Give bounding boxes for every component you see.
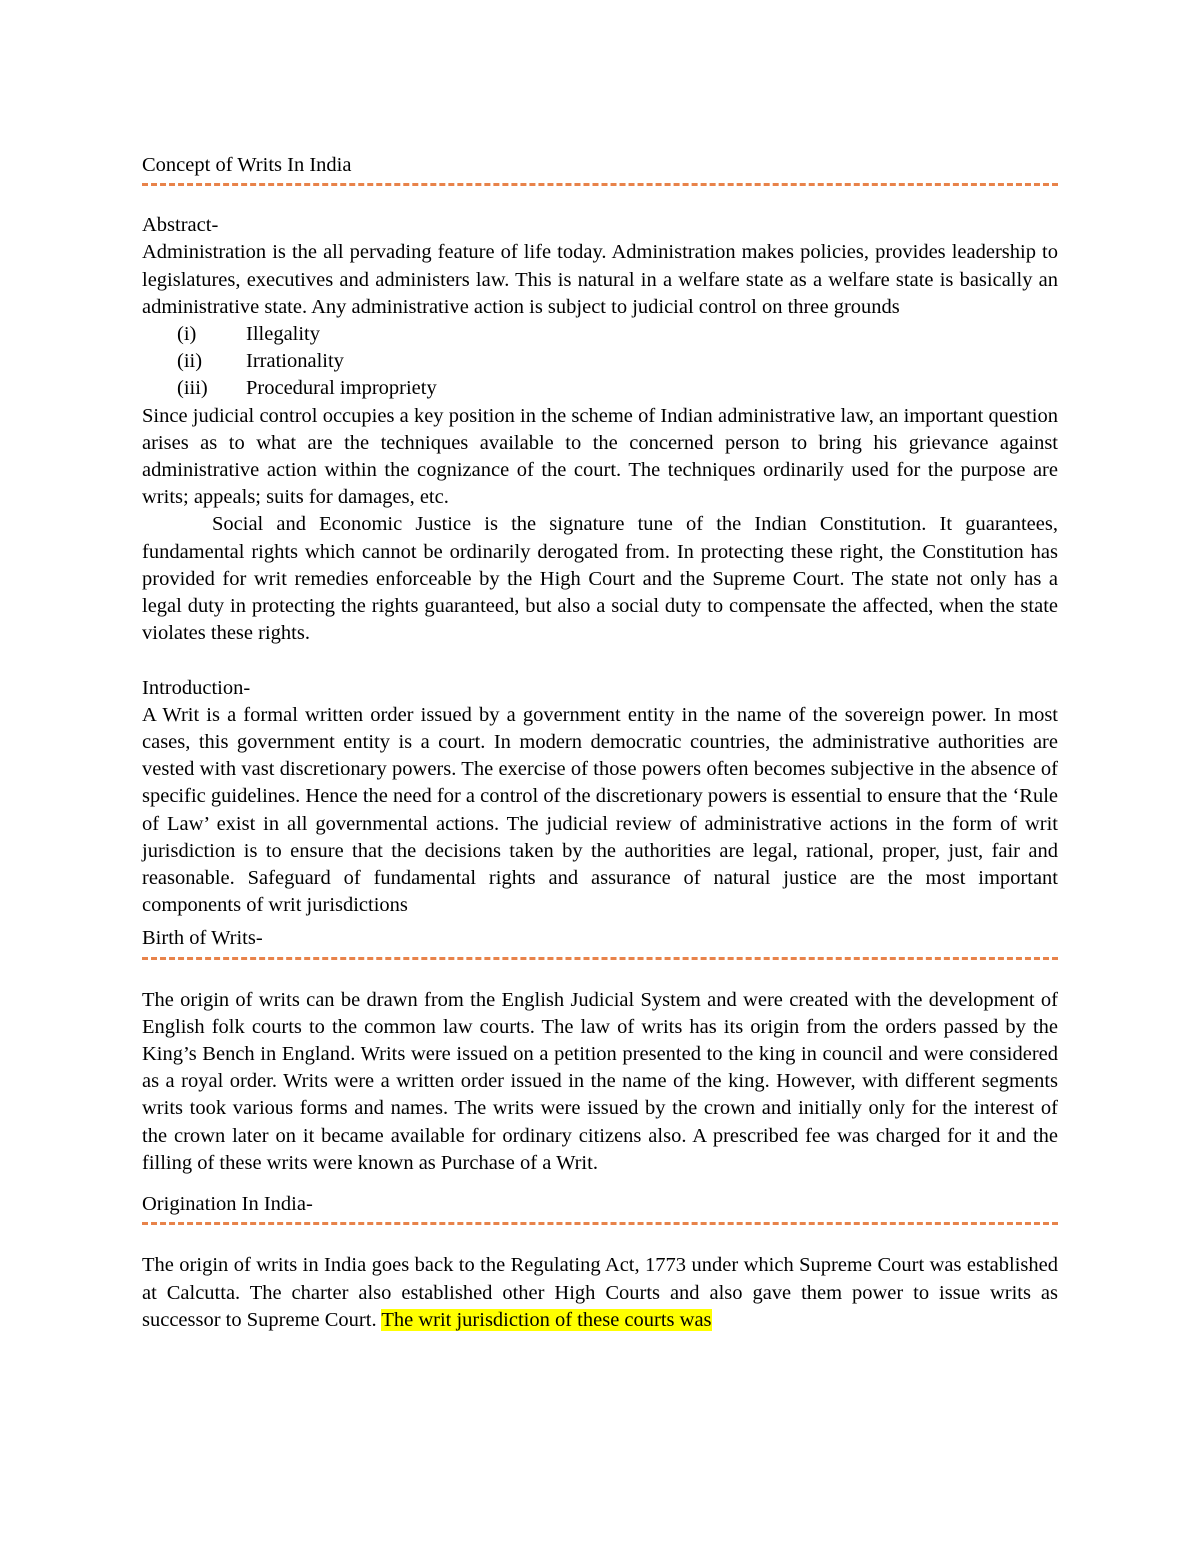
origination-section (142, 1191, 1058, 1334)
abstract-paragraph-2: Since judicial control occupies a key position in the scheme of Indian administrative law, an important question arises as to what are the techniques available to the concerned person to bring his grievance against administrative action within the cognizance of the court. The techniques ordinarily used for the purpose are writs; appeals; suits for damages, etc. (142, 404, 1058, 509)
title-rule (142, 183, 1058, 186)
birth-heading: Birth of Writs- (142, 927, 263, 950)
origination-text: The origin of writs in India goes back to the Regulating Act, 1773 under which Supreme Court was established at Calcutta. The charter also established other High Courts and also gave them power to issue writs as successor to Supreme Court. (142, 1254, 1058, 1331)
list-item-text: Illegality (246, 323, 321, 346)
abstract-section (142, 212, 1058, 647)
list-item (142, 375, 1058, 402)
origination-heading: Origination In India- (142, 1193, 313, 1216)
highlighted-text: The writ jurisdiction of these courts was (381, 1308, 712, 1331)
origination-rule (142, 1222, 1058, 1225)
introduction-paragraph: A Writ is a formal written order issued by a government entity in the name of the sovereign power. In most cases, this government entity is a court. In modern democratic countries, the administrative authorities are vested with vast discretionary powers. The exercise of those powers often becomes subjective in the absence of specific guidelines. Hence the need for a control of the discretionary powers is essential to ensure that the ‘Rule of Law’ exist in all governmental actions. The judicial review of administrative actions in the form of writ jurisdiction is to ensure that the decisions taken by the authorities are legal, rational, proper, just, fair and reasonable. Safeguard of fundamental rights and assurance of natural justice are the most important components of writ jurisdictions (142, 703, 1058, 917)
abstract-paragraph-3: Social and Economic Justice is the signature tune of the Indian Constitution. It guarantees, fundamental rights which cannot be ordinarily derogated from. In protecting these right, the Constitution has provided for writ remedies enforceable by the High Court and the Supreme Court. The state not only has a legal duty in protecting the rights guaranteed, but also a social duty to compensate the affected, when the state violates these rights. (142, 513, 1058, 645)
document-page (142, 152, 1058, 1334)
introduction-heading: Introduction- (142, 676, 251, 699)
list-item (142, 348, 1058, 375)
birth-section (142, 925, 1058, 1177)
grounds-list (142, 321, 1058, 403)
birth-paragraph: The origin of writs can be drawn from the English Judicial System and were created with the development of English folk courts to the common law courts. The law of writs has its origin from the orders passed by the King’s Bench in England. Writs were issued on a petition presented to the king in council and were considered as a royal order. Writs were a written order issued in the name of the king. However, with different segments writs took various forms and names. The writs were issued by the crown and initially only for the interest of the crown later on it became available for ordinary citizens also. A prescribed fee was charged for it and the filling of these writs were known as Purchase of a Writ. (142, 988, 1058, 1174)
list-item-text: Irrationality (246, 350, 344, 373)
abstract-paragraph-1: Administration is the all pervading feature of life today. Administration makes policies, provides leadership to legislatures, executives and administers law. This is natural in a welfare state as a welfare state is basically an administrative state. Any administrative action is subject to judicial control on three grounds (142, 241, 1058, 318)
blank-line (142, 647, 1058, 674)
list-item-number: (iii) (177, 377, 208, 400)
list-item (142, 321, 1058, 348)
birth-rule (142, 957, 1058, 960)
introduction-section (142, 675, 1058, 920)
document-title: Concept of Writs In India (142, 154, 352, 176)
abstract-heading: Abstract- (142, 214, 219, 237)
list-item-text: Procedural impropriety (246, 377, 437, 400)
list-item-number: (ii) (177, 350, 203, 373)
list-item-number: (i) (177, 323, 197, 346)
origination-paragraph (142, 1252, 1058, 1334)
